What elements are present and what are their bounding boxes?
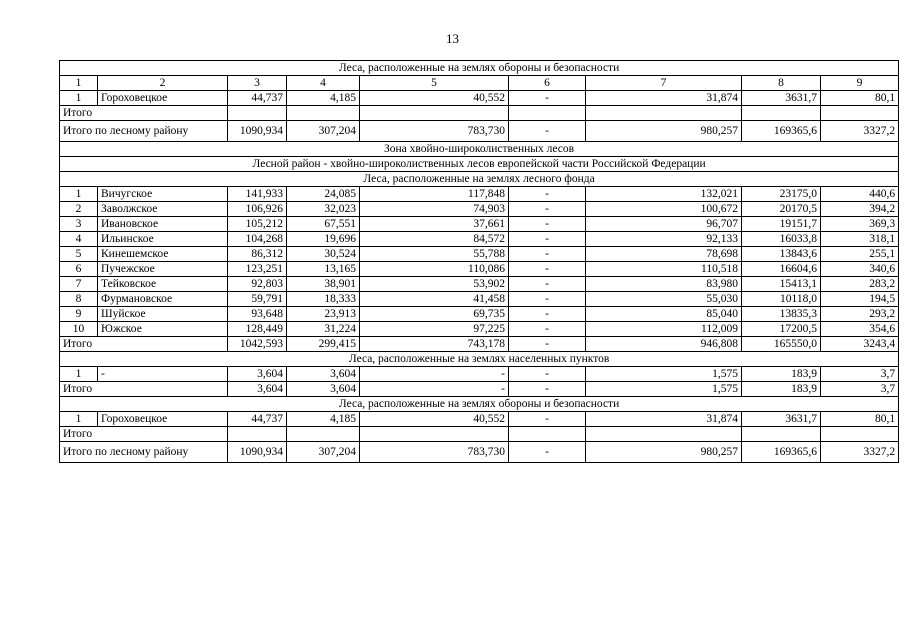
value-cell: 132,021 [586,187,742,202]
value-cell: 84,572 [360,232,509,247]
value-cell: 31,874 [586,91,742,106]
value-cell: 18,333 [287,292,360,307]
value-cell: 55,030 [586,292,742,307]
value-cell: 32,023 [287,202,360,217]
value-cell: - [509,322,586,337]
value-cell: 3327,2 [821,442,899,463]
section-title: Леса, расположенные на землях обороны и безопасности [60,61,899,76]
value-cell [360,106,509,121]
total-row [60,121,899,142]
value-cell: 19,696 [287,232,360,247]
column-number-cell: 8 [742,76,821,91]
value-cell: 3327,2 [821,121,899,142]
value-cell: - [509,232,586,247]
value-cell: 40,552 [360,91,509,106]
value-cell: 3,604 [228,367,287,382]
value-cell: 3243,4 [821,337,899,352]
value-cell: 1090,934 [228,121,287,142]
value-cell: - [509,337,586,352]
value-cell: 946,808 [586,337,742,352]
value-cell: - [509,202,586,217]
value-cell: 41,458 [360,292,509,307]
value-cell: 394,2 [821,202,899,217]
value-cell: 93,648 [228,307,287,322]
section-title-row [60,142,899,157]
value-cell: 183,9 [742,382,821,397]
value-cell: 369,3 [821,217,899,232]
table-row [60,277,899,292]
table-row [60,247,899,262]
value-cell: 123,251 [228,262,287,277]
value-cell [509,427,586,442]
section-title-row [60,61,899,76]
section-title: Леса, расположенные на землях лесного фонда [60,172,899,187]
value-cell: 37,661 [360,217,509,232]
value-cell: - [360,382,509,397]
table-body [60,61,899,463]
total-label-cell: Итого [60,427,228,442]
total-row [60,337,899,352]
table-row [60,232,899,247]
table-row [60,367,899,382]
value-cell: 307,204 [287,121,360,142]
section-title: Леса, расположенные на землях населенных пунктов [60,352,899,367]
table-row [60,292,899,307]
value-cell: 86,312 [228,247,287,262]
value-cell: 100,672 [586,202,742,217]
value-cell: 783,730 [360,121,509,142]
value-cell: - [509,247,586,262]
value-cell [821,427,899,442]
row-number-cell: 2 [60,202,98,217]
value-cell: 110,086 [360,262,509,277]
table-row [60,262,899,277]
value-cell: 3631,7 [742,412,821,427]
table-row [60,217,899,232]
value-cell: 10118,0 [742,292,821,307]
value-cell [228,427,287,442]
value-cell [742,106,821,121]
row-number-cell: 10 [60,322,98,337]
row-number-cell: 5 [60,247,98,262]
row-number-cell: 7 [60,277,98,292]
forestry-name-cell: Вичугское [98,187,228,202]
value-cell [742,427,821,442]
value-cell: 106,926 [228,202,287,217]
forestry-name-cell: Южское [98,322,228,337]
value-cell: - [360,367,509,382]
value-cell: - [509,367,586,382]
value-cell: 53,902 [360,277,509,292]
value-cell [586,427,742,442]
value-cell: 980,257 [586,442,742,463]
value-cell: - [509,91,586,106]
value-cell: 307,204 [287,442,360,463]
value-cell: 17200,5 [742,322,821,337]
value-cell: 169365,6 [742,121,821,142]
table-row [60,412,899,427]
value-cell: 4,185 [287,91,360,106]
page-number: 13 [446,31,459,46]
value-cell: 3,604 [287,367,360,382]
value-cell: 783,730 [360,442,509,463]
value-cell: 1090,934 [228,442,287,463]
value-cell: 3631,7 [742,91,821,106]
value-cell: 85,040 [586,307,742,322]
table-row [60,187,899,202]
total-label-cell: Итого по лесному району [60,121,228,142]
total-row [60,427,899,442]
value-cell [287,106,360,121]
forestry-name-cell: Гороховецкое [98,412,228,427]
value-cell: 13843,6 [742,247,821,262]
value-cell: 283,2 [821,277,899,292]
value-cell [360,427,509,442]
value-cell: 743,178 [360,337,509,352]
value-cell: 44,737 [228,91,287,106]
value-cell: - [509,277,586,292]
row-number-cell: 9 [60,307,98,322]
value-cell: 3,7 [821,367,899,382]
column-number-cell: 1 [60,76,98,91]
section-title-row [60,157,899,172]
value-cell: 20170,5 [742,202,821,217]
forestry-name-cell: Заволжское [98,202,228,217]
value-cell: 1,575 [586,382,742,397]
value-cell: 4,185 [287,412,360,427]
column-number-cell: 9 [821,76,899,91]
row-number-cell: 1 [60,91,98,106]
row-number-cell: 1 [60,412,98,427]
value-cell [821,106,899,121]
row-number-cell: 1 [60,187,98,202]
column-number-cell: 2 [98,76,228,91]
value-cell: 30,524 [287,247,360,262]
value-cell [287,427,360,442]
section-title: Зона хвойно-широколиственных лесов [60,142,899,157]
row-number-cell: 8 [60,292,98,307]
value-cell: 31,874 [586,412,742,427]
value-cell: - [509,262,586,277]
value-cell: - [509,292,586,307]
total-row [60,442,899,463]
forestry-name-cell: Фурмановское [98,292,228,307]
value-cell: 15413,1 [742,277,821,292]
value-cell: 318,1 [821,232,899,247]
total-label-cell: Итого [60,382,228,397]
table-row [60,322,899,337]
table-row [60,307,899,322]
value-cell: 1042,593 [228,337,287,352]
total-row [60,382,899,397]
value-cell [586,106,742,121]
value-cell: 1,575 [586,367,742,382]
value-cell: - [509,121,586,142]
value-cell: - [509,217,586,232]
forestry-name-cell: Гороховецкое [98,91,228,106]
row-number-cell: 6 [60,262,98,277]
value-cell: 40,552 [360,412,509,427]
value-cell: 3,7 [821,382,899,397]
forestry-name-cell: Пучежское [98,262,228,277]
row-number-cell: 3 [60,217,98,232]
column-number-cell: 3 [228,76,287,91]
column-number-cell: 4 [287,76,360,91]
value-cell: - [509,382,586,397]
value-cell: 354,6 [821,322,899,337]
value-cell: 165550,0 [742,337,821,352]
total-label-cell: Итого [60,106,228,121]
value-cell: 340,6 [821,262,899,277]
row-number-cell: 4 [60,232,98,247]
column-number-cell: 7 [586,76,742,91]
column-number-row [60,76,899,91]
value-cell: 440,6 [821,187,899,202]
value-cell: 194,5 [821,292,899,307]
forestry-name-cell: Кинешемское [98,247,228,262]
row-number-cell: 1 [60,367,98,382]
value-cell: 80,1 [821,412,899,427]
value-cell: 31,224 [287,322,360,337]
value-cell: 293,2 [821,307,899,322]
value-cell: 169365,6 [742,442,821,463]
value-cell: 24,085 [287,187,360,202]
value-cell: 97,225 [360,322,509,337]
total-label-cell: Итого по лесному району [60,442,228,463]
column-number-cell: 6 [509,76,586,91]
value-cell: 105,212 [228,217,287,232]
value-cell: 104,268 [228,232,287,247]
value-cell: 16033,8 [742,232,821,247]
forestry-name-cell: Тейковское [98,277,228,292]
value-cell: 74,903 [360,202,509,217]
section-title-row [60,397,899,412]
value-cell: 23175,0 [742,187,821,202]
value-cell: 3,604 [228,382,287,397]
value-cell: 117,848 [360,187,509,202]
value-cell: - [509,412,586,427]
value-cell: 110,518 [586,262,742,277]
value-cell: 78,698 [586,247,742,262]
value-cell: 44,737 [228,412,287,427]
value-cell: - [509,187,586,202]
value-cell: 38,901 [287,277,360,292]
section-title: Лесной район - хвойно-широколиственных лесов европейской части Российской Федерации [60,157,899,172]
value-cell: 80,1 [821,91,899,106]
value-cell: 92,133 [586,232,742,247]
column-number-cell: 5 [360,76,509,91]
value-cell: 59,791 [228,292,287,307]
value-cell: - [509,442,586,463]
value-cell: 92,803 [228,277,287,292]
value-cell [228,106,287,121]
table-row [60,91,899,106]
forestry-name-cell: Ильинское [98,232,228,247]
section-title-row [60,172,899,187]
value-cell: 96,707 [586,217,742,232]
value-cell: 67,551 [287,217,360,232]
value-cell: 299,415 [287,337,360,352]
value-cell: 13835,3 [742,307,821,322]
value-cell: 112,009 [586,322,742,337]
value-cell: 23,913 [287,307,360,322]
value-cell: 16604,6 [742,262,821,277]
section-title: Леса, расположенные на землях обороны и безопасности [60,397,899,412]
value-cell: 980,257 [586,121,742,142]
table-row [60,202,899,217]
value-cell: 3,604 [287,382,360,397]
forest-area-table [59,60,899,463]
value-cell [509,106,586,121]
value-cell: 183,9 [742,367,821,382]
value-cell: 13,165 [287,262,360,277]
forestry-name-cell: - [98,367,228,382]
forestry-name-cell: Шуйское [98,307,228,322]
value-cell: 128,449 [228,322,287,337]
value-cell: 55,788 [360,247,509,262]
value-cell: 141,933 [228,187,287,202]
section-title-row [60,352,899,367]
total-row [60,106,899,121]
value-cell: 19151,7 [742,217,821,232]
total-label-cell: Итого [60,337,228,352]
value-cell: 69,735 [360,307,509,322]
value-cell: 255,1 [821,247,899,262]
value-cell: - [509,307,586,322]
value-cell: 83,980 [586,277,742,292]
forestry-name-cell: Ивановское [98,217,228,232]
